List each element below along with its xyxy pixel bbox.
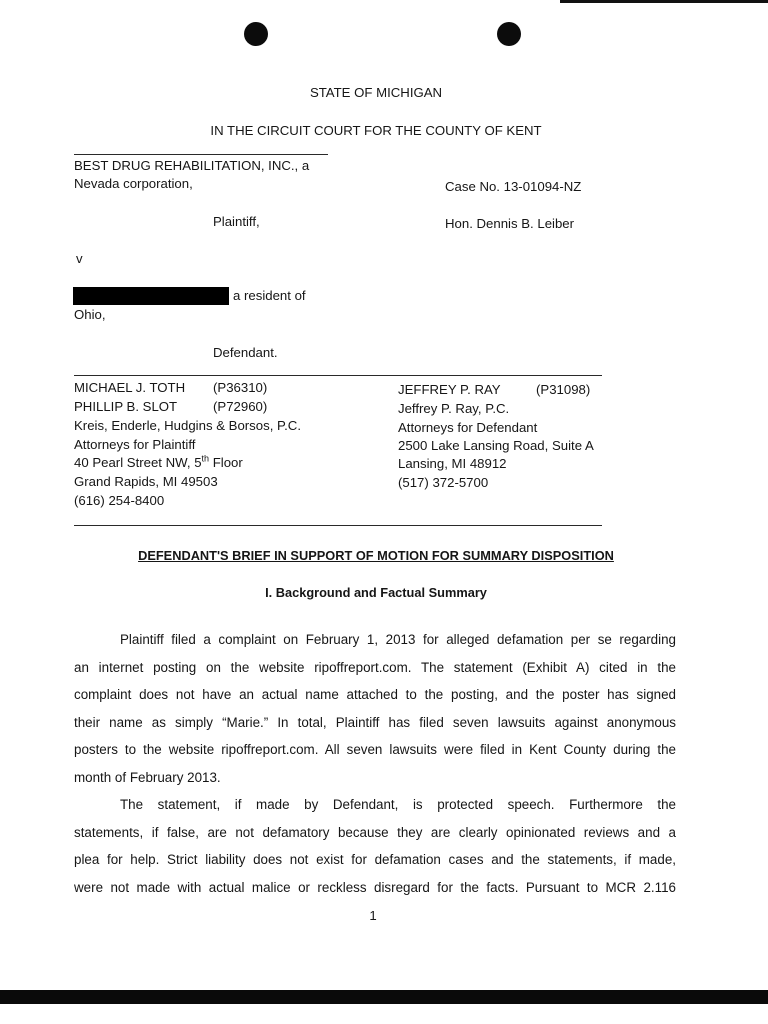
paragraph-line: their name as simply “Marie.” In total, Plaintiff has filed seven lawsuits against anonymous xyxy=(74,714,676,730)
counsel-bottom-rule xyxy=(74,525,602,526)
plaintiff-name-line2: Nevada corporation, xyxy=(74,176,193,191)
paragraph-line: Plaintiff filed a complaint on February 1, 2013 for alleged defamation per se regarding xyxy=(120,632,676,647)
plaintiff-attorney-2: PHILLIP B. SLOT xyxy=(74,399,178,414)
paragraph-background xyxy=(74,626,676,791)
plaintiff-address-2: Grand Rapids, MI 49503 xyxy=(74,474,218,489)
defendant-firm: Jeffrey P. Ray, P.C. xyxy=(398,401,510,416)
plaintiff-role: Plaintiff, xyxy=(213,214,260,229)
plaintiff-attorney-1-bar: (P36310) xyxy=(213,380,268,395)
caption-bottom-rule xyxy=(74,375,602,376)
top-right-scan-edge xyxy=(560,0,768,3)
defendant-role: Defendant. xyxy=(213,345,278,360)
defendant-state: Ohio, xyxy=(74,307,106,322)
defendant-attorney-role: Attorneys for Defendant xyxy=(398,420,538,435)
paragraph-line: month of February 2013. xyxy=(74,769,221,785)
judge-name: Hon. Dennis B. Leiber xyxy=(445,216,575,231)
redacted-defendant-name xyxy=(73,287,229,305)
section-heading: I. Background and Factual Summary xyxy=(265,585,487,600)
plaintiff-attorney-2-bar: (P72960) xyxy=(213,399,268,414)
bottom-scan-edge xyxy=(0,990,768,1004)
binder-hole-left xyxy=(244,22,268,46)
plaintiff-firm: Kreis, Enderle, Hudgins & Borsos, P.C. xyxy=(74,418,301,433)
page-number: 1 xyxy=(369,908,377,923)
state-heading: STATE OF MICHIGAN xyxy=(309,85,443,100)
case-number: Case No. 13-01094-NZ xyxy=(445,179,582,194)
versus: v xyxy=(76,251,83,266)
paragraph-line: were not made with actual malice or reckless disregard for the facts. Pursuant to MCR 2.116 xyxy=(74,879,676,895)
plaintiff-name-line1: BEST DRUG REHABILITATION, INC., a xyxy=(74,158,310,173)
plaintiff-attorney-role: Attorneys for Plaintiff xyxy=(74,437,196,452)
defendant-attorney-bar: (P31098) xyxy=(536,382,591,397)
brief-title: DEFENDANT'S BRIEF IN SUPPORT OF MOTION FOR SUMMARY DISPOSITION xyxy=(138,548,614,563)
paragraph-protected-speech xyxy=(74,791,676,901)
paragraph-line: an internet posting on the website ripoffreport.com. The statement (Exhibit A) cited in the xyxy=(74,659,676,675)
paragraph-line: posters to the website ripoffreport.com. All seven lawsuits were filed in Kent County during the xyxy=(74,742,676,757)
plaintiff-address-1: 40 Pearl Street NW, 5th Floor xyxy=(74,453,243,470)
defendant-address-1: 2500 Lake Lansing Road, Suite A xyxy=(398,438,594,453)
defendant-address-2: Lansing, MI 48912 xyxy=(398,456,507,471)
defendant-attorney: JEFFREY P. RAY xyxy=(398,382,501,397)
paragraph-line: plea for help. Strict liability does not exist for defamation cases and the statements, if made, xyxy=(74,852,676,867)
paragraph-line: statements, if false, are not defamatory because they are clearly opinionated reviews and a xyxy=(74,824,676,840)
caption-top-rule xyxy=(74,154,328,155)
paragraph-line: complaint does not have an actual name attached to the posting, and the poster has signed xyxy=(74,687,676,702)
defendant-phone: (517) 372-5700 xyxy=(398,475,489,490)
defendant-descriptor: a resident of xyxy=(233,288,306,303)
court-heading: IN THE CIRCUIT COURT FOR THE COUNTY OF KENT xyxy=(210,123,542,138)
plaintiff-attorney-1: MICHAEL J. TOTH xyxy=(74,380,186,395)
paragraph-line: The statement, if made by Defendant, is protected speech. Furthermore the xyxy=(120,797,676,812)
plaintiff-phone: (616) 254-8400 xyxy=(74,493,165,508)
binder-hole-right xyxy=(497,22,521,46)
